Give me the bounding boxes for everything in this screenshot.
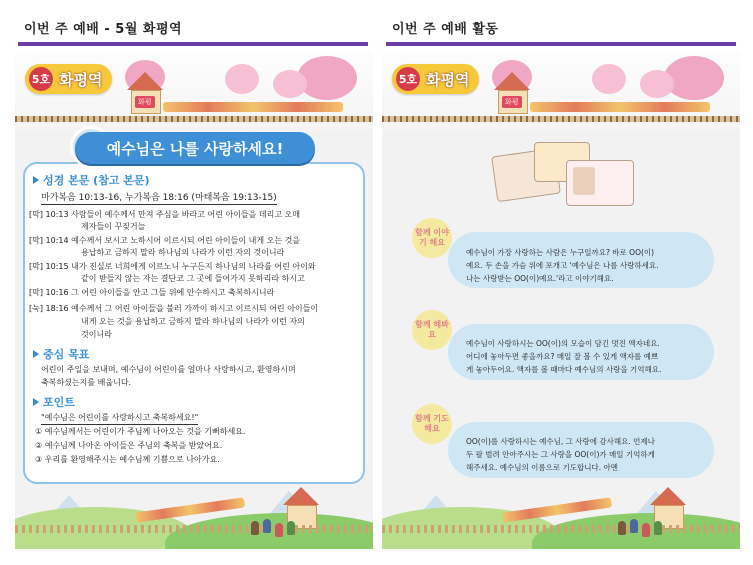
- point-heading: [33, 394, 75, 410]
- rail-track: [15, 116, 373, 122]
- verse-line: 제자들이 꾸짖거늘: [81, 222, 146, 231]
- cherry-tree: [273, 70, 307, 98]
- rail-track: [382, 116, 740, 122]
- child-figure: [263, 519, 271, 533]
- station-badge: [392, 64, 479, 94]
- verse-line: [막] 10:15 내가 진실로 너희에게 이르노니 누구든지 하나님의 나라를 어린 아이와: [29, 262, 316, 271]
- triangle-bullet-icon: [33, 350, 39, 358]
- verse-line: [막] 10:13 사람들이 예수께서 만져 주심을 바라고 어린 아이들을 데리고 오매: [29, 210, 301, 219]
- activity-line: 예수님이 가장 사랑하는 사람은 누구일까요? 바로 OO(이): [466, 248, 655, 257]
- fence: [382, 525, 740, 533]
- verse-line: 것이니라: [81, 330, 112, 339]
- station-badge: [25, 64, 112, 94]
- lesson-banner: 예수님은 나를 사랑하세요!: [75, 132, 315, 164]
- footer-scene: [382, 485, 740, 549]
- verse-line: 용납하고 금하지 말라 하나님의 나라가 이런 자의 것이니라: [81, 248, 285, 257]
- train: [530, 102, 710, 112]
- point-item: ② 예수님께 나아온 아이들은 주님의 축복을 받았어요.: [35, 441, 223, 450]
- bible-heading-text: 성경 본문 (참고 본문): [43, 174, 150, 187]
- photo-card: [566, 160, 634, 206]
- cherry-tree: [225, 64, 259, 94]
- left-page: [15, 52, 373, 549]
- child-photo: [573, 167, 595, 195]
- right-title-underline: [386, 42, 736, 46]
- activity-line: 해주세요. 예수님의 이름으로 기도합니다. 아멘: [466, 463, 618, 472]
- verse-line: 같이 받들지 않는 자는 결단코 그 곳에 들어가지 못하리라 하시고: [81, 274, 305, 283]
- bible-reference: 마가복음 10:13-16, 누가복음 18:16 (마태복음 19:13-15): [41, 193, 277, 203]
- activity-label: 함께 기도해요: [412, 404, 452, 444]
- child-figure: [618, 521, 626, 535]
- cherry-tree: [640, 70, 674, 98]
- badge-number: 5호: [29, 67, 53, 91]
- fence: [15, 525, 373, 533]
- child-figure: [275, 523, 283, 537]
- activity-line: 예수님이 사랑하시는 OO(이)의 모습이 담긴 멋진 액자네요.: [466, 339, 660, 348]
- verse-line: [막] 10:14 예수께서 보시고 노하시어 이르시되 어린 아이들이 내게 오는 것을: [29, 236, 301, 245]
- goal-line: 어린이 주일을 보내며, 예수님이 어린이를 얼마나 사랑하시고, 환영하시며: [41, 365, 296, 374]
- badge-name: 화평역: [426, 70, 470, 89]
- station-sign: 화평: [135, 96, 155, 108]
- verse-line: 내게 오는 것을 용납하고 금하지 말라 하나님의 나라가 이런 자의: [81, 317, 305, 326]
- right-page: [382, 52, 740, 549]
- point-heading-text: 포인트: [43, 396, 75, 409]
- triangle-bullet-icon: [33, 398, 39, 406]
- left-section-title: 이번 주 예배 - 5월 화평역: [24, 22, 183, 37]
- train: [163, 102, 343, 112]
- activity-line: 게 놓아두어요. 액자를 볼 때마다 예수님의 사랑을 기억해요.: [466, 365, 662, 374]
- verse-line: [눅] 18:16 예수께서 그 어린 아이들을 불러 가까이 하시고 이르시되 어린 아이들이: [29, 304, 319, 313]
- child-figure: [287, 521, 295, 535]
- child-figure: [630, 519, 638, 533]
- point-item: ① 예수님께서는 어린이가 주님께 나아오는 것을 기뻐하세요.: [35, 427, 246, 436]
- activity-line: 두 팔 벌려 안아주시는 그 사랑을 OO(이)가 매일 기억하게: [466, 450, 655, 459]
- activity-line: OO(이)를 사랑하시는 예수님, 그 사랑에 감사해요. 언제나: [466, 437, 655, 446]
- point-item: ③ 우리를 환영해주시는 예수님께 기쁨으로 나아가요.: [35, 455, 220, 464]
- activity-line: 예요. 두 손을 가슴 위에 포개고 '예수님은 나를 사랑하세요.: [466, 261, 659, 270]
- cherry-tree: [592, 64, 626, 94]
- station-sign: 화평: [502, 96, 522, 108]
- child-figure: [654, 521, 662, 535]
- child-figure: [642, 523, 650, 537]
- verse-line: [막] 10:16 그 어린 아이들을 안고 그들 위에 안수하시고 축복하시니라: [29, 288, 275, 297]
- photo-frame-craft-image: [494, 142, 634, 204]
- left-title-underline: [18, 42, 368, 46]
- cherry-tree: [664, 56, 724, 100]
- goal-line: 축복하셨는지를 배웁니다.: [41, 378, 132, 387]
- badge-name: 화평역: [59, 70, 103, 89]
- activity-label: 함께 해봐요: [412, 310, 452, 350]
- goal-heading-text: 중심 목표: [43, 348, 90, 361]
- cherry-tree: [297, 56, 357, 100]
- goal-heading: [33, 346, 89, 362]
- right-section-title: 이번 주 예배 활동: [392, 22, 499, 37]
- station-header-scene: [382, 52, 740, 132]
- station-header-scene: [15, 52, 373, 132]
- bible-heading: [33, 172, 150, 188]
- activity-line: 나는 사랑받는 OO(이)예요.'라고 이야기해요.: [466, 274, 614, 283]
- badge-number: 5호: [396, 67, 420, 91]
- activity-label: 함께 이야기 해요: [412, 218, 452, 258]
- triangle-bullet-icon: [33, 176, 39, 184]
- point-quote: "예수님은 어린이를 사랑하시고 축복하세요!": [41, 412, 198, 425]
- footer-scene: [15, 485, 373, 549]
- child-figure: [251, 521, 259, 535]
- activity-line: 어디에 놓아두면 좋을까요? 매일 잘 볼 수 있게 액자를 예쁘: [466, 352, 659, 361]
